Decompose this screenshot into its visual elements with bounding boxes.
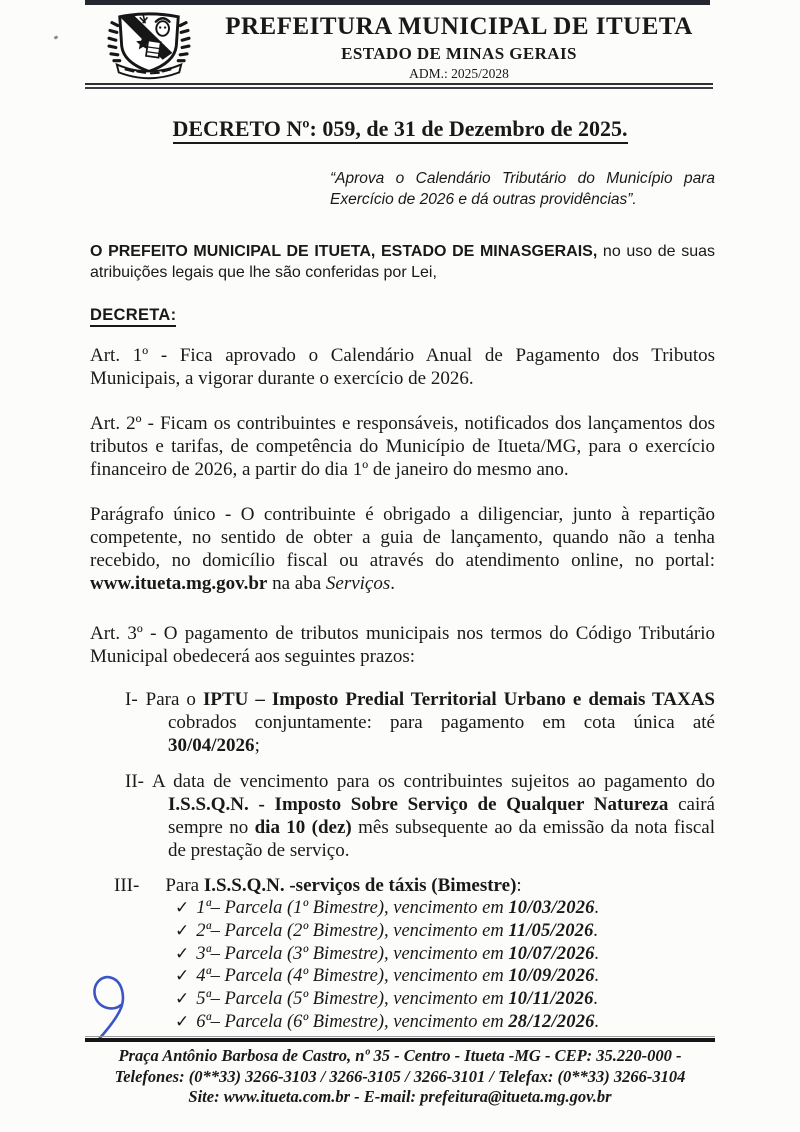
decree-preamble xyxy=(90,241,715,283)
parcel-item: ✓ 4ª– Parcela (4º Bimestre), vencimento em 10/09/2026. xyxy=(175,966,600,987)
parcel-item: ✓ 1ª– Parcela (1º Bimestre), vencimento em 10/03/2026. xyxy=(175,898,600,918)
coat-of-arms-icon xyxy=(99,9,199,87)
check-icon: ✓ xyxy=(175,943,190,963)
parcel-item: ✓ 5ª– Parcela (5º Bimestre), vencimento em 10/11/2026. xyxy=(175,989,599,1010)
check-icon: ✓ xyxy=(175,898,190,917)
footer-address-block xyxy=(85,1046,715,1108)
due-date: 10/03/2026 xyxy=(508,898,595,918)
header-divider xyxy=(85,83,713,89)
footer-phones-line: Telefones: (0**33) 3266-3103 / 3266-3105 / 3266-3101 / Telefax: (0**33) 3266-3104 xyxy=(114,1066,686,1086)
scan-edge-artifact xyxy=(85,0,710,5)
due-date: 10/09/2026 xyxy=(508,966,595,987)
check-icon: ✓ xyxy=(175,1011,190,1031)
check-icon: ✓ xyxy=(175,989,190,1009)
article-3-item-1: I- Para o IPTU – Imposto Predial Territorial Urbano e demais TAXAS cobrados conjuntamente: para pagamento em cota única até 30/04/2026; xyxy=(125,689,715,756)
footer-site-email-line: Site: www.itueta.com.br - E-mail: prefeitura@itueta.mg.gov.br xyxy=(188,1087,612,1106)
servicos-tab-ref: Serviços xyxy=(325,573,391,594)
parcel-item: ✓ 2ª– Parcela (2º Bimestre), vencimento em 11/05/2026. xyxy=(175,920,599,941)
letterhead xyxy=(205,13,713,82)
pen-mark xyxy=(85,965,157,1043)
footer-divider xyxy=(85,1036,715,1042)
footer-address-line: Praça Antônio Barbosa de Castro, nº 35 - Centro - Itueta -MG - CEP: 35.220-000 - xyxy=(118,1046,682,1065)
decree-title: DECRETO Nº: 059, de 31 de Dezembro de 2025. xyxy=(0,116,800,142)
preamble-clause: no uso de suas atribuições legais que lhe são conferidas por Lei, xyxy=(90,243,716,281)
article-3: Art. 3º - O pagamento de tributos municipais nos termos do Código Tributário Municipal obedecerá aos seguintes prazos: xyxy=(90,623,715,667)
scan-speck xyxy=(54,35,59,40)
check-icon: ✓ xyxy=(175,920,190,940)
article-2: Art. 2º - Ficam os contribuintes e responsáveis, notificados dos lançamentos dos tributos e tarifas, de competência do Município de Itueta/MG, para o exercício financeiro de 2026, a partir do dia 1º de janeiro do mesmo ano. xyxy=(90,413,715,480)
paragrafo-unico: Parágrafo único - O contribuinte é obrigado a diligenciar, junto à repartição competente, no sentido de obter a guia de lançamento, quando não a tenha recebido, no domicílio fiscal ou através do atendimento online, no portal: www.itueta.mg.gov.br na aba Serviços. xyxy=(90,504,715,594)
decreta-heading: DECRETA: xyxy=(90,306,176,325)
portal-url: www.itueta.mg.gov.br xyxy=(90,573,268,594)
article-1: Art. 1º - Fica aprovado o Calendário Anual de Pagamento dos Tributos Municipais, a vigorar durante o exercício de 2026. xyxy=(90,345,715,389)
article-3-item-2: II- A data de vencimento para os contribuintes sujeitos ao pagamento do I.S.S.Q.N. - Imposto Sobre Serviço de Qualquer Natureza cairá sempre no dia 10 (dez) mês subsequente ao da emissão da nota fiscal de prestação de serviço. xyxy=(125,771,716,861)
check-icon: ✓ xyxy=(175,966,190,986)
parcel-item: ✓ 6ª– Parcela (6º Bimestre), vencimento em 28/12/2026. xyxy=(175,1011,600,1032)
decree-epigraph: “Aprova o Calendário Tributário do Município para Exercício de 2026 e dá outras providências”. xyxy=(330,170,715,208)
preamble-authority: O PREFEITO MUNICIPAL DE ITUETA, ESTADO DE MINASGERAIS, xyxy=(90,243,598,260)
parcel-item: ✓ 3ª– Parcela (3º Bimestre), vencimento em 10/07/2026. xyxy=(175,943,600,964)
administration-term: ADM.: 2025/2028 xyxy=(409,66,509,81)
due-date: 11/05/2026 xyxy=(508,920,594,941)
due-date: 28/12/2026 xyxy=(508,1011,595,1032)
municipality-name: PREFEITURA MUNICIPAL DE ITUETA xyxy=(225,13,693,40)
article-3-item-3: III- Para I.S.S.Q.N. -serviços de táxis (Bimestre): xyxy=(114,875,522,896)
due-date: 10/11/2026 xyxy=(508,989,594,1010)
state-name: ESTADO DE MINAS GERAIS xyxy=(341,44,577,63)
parcel-schedule-list xyxy=(175,897,655,1034)
due-date: 10/07/2026 xyxy=(508,943,595,964)
